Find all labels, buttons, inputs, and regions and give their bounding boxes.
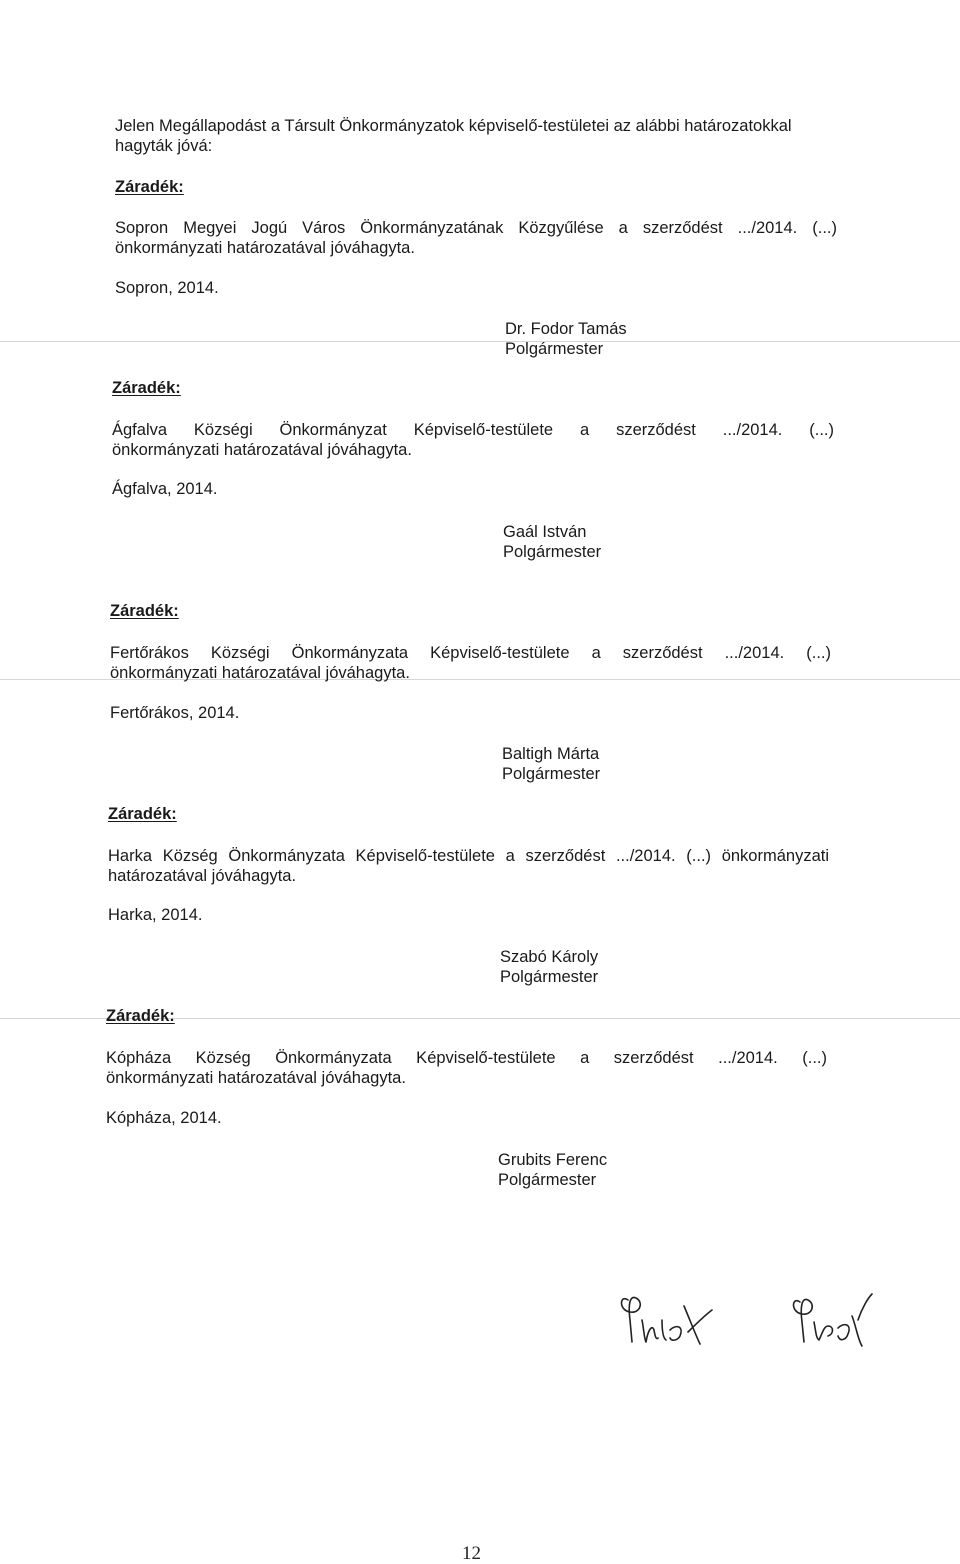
signer-name: Szabó Károly (500, 948, 599, 966)
clause-text-line-2: önkormányzati határozatával jóváhagyta. (112, 441, 412, 459)
signer-name: Gaál István (503, 523, 587, 541)
signature-right (794, 1294, 873, 1346)
place-date: Sopron, 2014. (115, 279, 219, 297)
clause-text (115, 218, 837, 258)
scan-artifact-line (0, 341, 960, 342)
signer-title: Polgármester (500, 968, 599, 986)
intro-line-1: Jelen Megállapodást a Társult Önkormányzatok képviselő-testületei az alábbi határozatokkal (115, 117, 792, 135)
clause-text-line-1: Kópháza Község Önkormányzata Képviselő-testülete a szerződést .../2014. (...) (106, 1049, 827, 1067)
clause-heading: Záradék: (106, 1007, 175, 1025)
place-date: Harka, 2014. (108, 906, 203, 924)
signer-block (505, 319, 627, 359)
signer-block (502, 744, 600, 784)
signer-block (500, 947, 598, 987)
clause-heading: Záradék: (108, 805, 177, 823)
clause-text-line-2: önkormányzati határozatával jóváhagyta. (106, 1069, 406, 1087)
signer-title: Polgármester (502, 765, 601, 783)
signer-block (498, 1150, 607, 1190)
clause-text (110, 643, 831, 683)
signer-block (503, 522, 601, 562)
signature-left (622, 1297, 713, 1344)
clause-text-line-1: Sopron Megyei Jogú Város Önkormányzatának Közgyűlése a szerződést .../2014. (...) (115, 219, 837, 237)
clause-text-line-1: Harka Község Önkormányzata Képviselő-testülete a szerződést .../2014. (...) önkormányzati (108, 847, 829, 865)
place-date: Ágfalva, 2014. (112, 480, 218, 498)
clause-heading: Záradék: (110, 602, 179, 620)
signer-name: Dr. Fodor Tamás (505, 320, 627, 338)
signer-title: Polgármester (503, 543, 602, 561)
handwritten-signatures (600, 1280, 900, 1370)
clause-text (112, 420, 834, 460)
clause-text (108, 846, 829, 886)
clause-text-line-1: Fertőrákos Községi Önkormányzata Képviselő-testülete a szerződést .../2014. (...) (110, 644, 831, 662)
intro-paragraph (115, 116, 837, 156)
signer-title: Polgármester (498, 1171, 597, 1189)
page-number: 12 (462, 1543, 481, 1564)
clause-heading: Záradék: (115, 178, 184, 196)
clause-text-line-2: határozatával jóváhagyta. (108, 867, 297, 885)
clause-text-line-2: önkormányzati határozatával jóváhagyta. (115, 239, 415, 257)
place-date: Kópháza, 2014. (106, 1109, 222, 1127)
clause-text (106, 1048, 827, 1088)
signer-name: Baltigh Márta (502, 745, 600, 763)
clause-heading: Záradék: (112, 379, 181, 397)
clause-text-line-1: Ágfalva Községi Önkormányzat Képviselő-testülete a szerződést .../2014. (...) (112, 421, 834, 439)
signer-title: Polgármester (505, 340, 604, 358)
intro-line-2: hagyták jóvá: (115, 137, 213, 155)
place-date: Fertőrákos, 2014. (110, 704, 240, 722)
clause-text-line-2: önkormányzati határozatával jóváhagyta. (110, 664, 410, 682)
signer-name: Grubits Ferenc (498, 1151, 608, 1169)
